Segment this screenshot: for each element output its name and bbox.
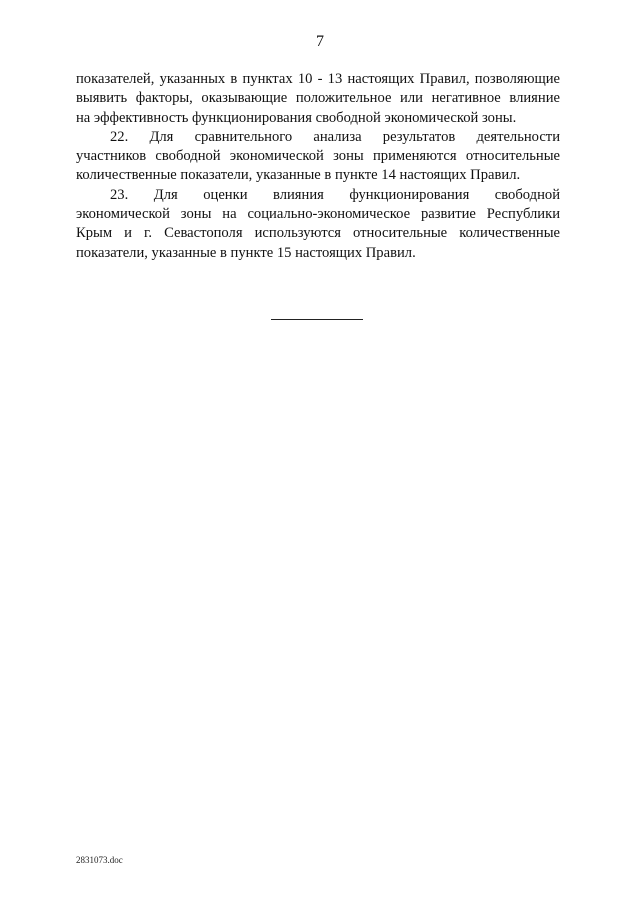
paragraph-23 xyxy=(76,186,560,263)
text-line: 22. Для сравнительного анализа результатов деятельности xyxy=(110,128,560,145)
text-line: Крым и г. Севастополя используются относительные количественные xyxy=(76,225,560,242)
text-line: показателей, указанных в пунктах 10 - 13 настоящих Правил, позволяющие xyxy=(76,71,560,87)
footer-file-code: 2831073.doc xyxy=(76,855,123,865)
paragraph-22 xyxy=(76,128,560,186)
document-body xyxy=(76,70,560,263)
text-line: 23. Для оценки влияния функционирования свободной xyxy=(110,186,560,203)
page-number: 7 xyxy=(316,33,324,50)
text-line: выявить факторы, оказывающие положительное или негативное влияние xyxy=(76,90,560,107)
text-line: показатели, указанные в пункте 15 настоящих Правил. xyxy=(76,244,416,261)
end-separator-line xyxy=(271,319,363,320)
text-line: экономической зоны на социально-экономическое развитие Республики xyxy=(76,206,560,223)
paragraph-continuation xyxy=(76,70,560,128)
text-line: участников свободной экономической зоны применяются относительные xyxy=(76,148,560,165)
text-line: на эффективность функционирования свободной экономической зоны. xyxy=(76,109,517,126)
text-line: количественные показатели, указанные в пункте 14 настоящих Правил. xyxy=(76,167,521,184)
